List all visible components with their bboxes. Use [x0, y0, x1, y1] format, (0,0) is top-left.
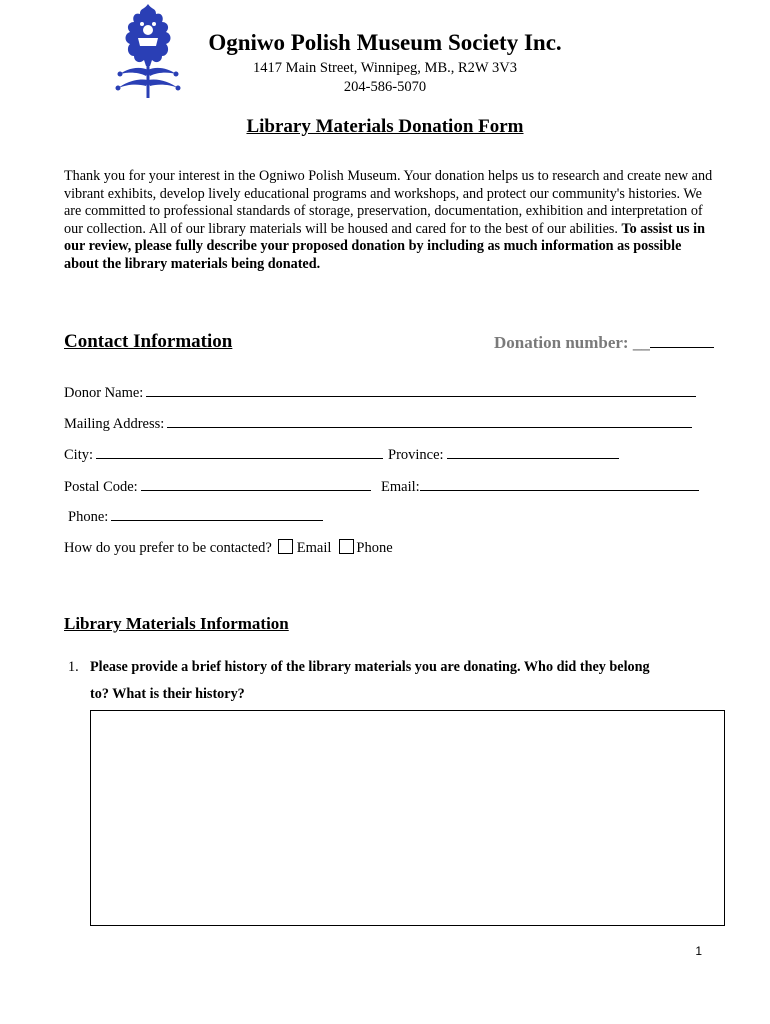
donor-name-label: Donor Name:	[64, 385, 144, 401]
contact-preference-row	[64, 539, 393, 557]
phone-field[interactable]	[111, 508, 323, 521]
province-row	[388, 446, 619, 464]
donor-name-field[interactable]	[146, 384, 696, 397]
email-checkbox[interactable]	[278, 539, 293, 554]
donation-number-field[interactable]	[650, 335, 714, 348]
question-1-answer-box[interactable]	[90, 710, 725, 926]
donor-name-row	[64, 384, 696, 402]
postal-code-label: Postal Code:	[64, 479, 138, 495]
org-address: 1417 Main Street, Winnipeg, MB., R2W 3V3	[253, 60, 517, 76]
postal-code-row	[64, 478, 371, 496]
form-title: Library Materials Donation Form	[246, 116, 524, 137]
city-label: City:	[64, 447, 94, 463]
province-label: Province:	[388, 447, 444, 463]
intro-text: Thank you for your interest in the Ogniwo Polish Museum. Your donation helps us to research and create new and vibrant exhibits, develop lively educational programs and workshops, and protect our community's histories. We are committed to professional standards of storage, preservation, documentation, exhibition and interpretation of our collection. All of our library materials will be housed and cared for to the best of our abilities.	[64, 168, 713, 237]
donation-number-label: Donation number: __	[494, 333, 650, 352]
mailing-address-field[interactable]	[167, 415, 692, 428]
phone-option-label: Phone	[356, 540, 393, 556]
org-phone: 204-586-5070	[343, 79, 427, 95]
question-1-line-2: to? What is their history?	[90, 686, 245, 702]
province-field[interactable]	[447, 446, 619, 459]
email-row	[381, 478, 699, 496]
contact-preference-question: How do you prefer to be contacted?	[64, 540, 272, 556]
mailing-address-row	[64, 415, 692, 433]
phone-label: Phone:	[68, 509, 109, 525]
email-label: Email:	[381, 479, 420, 495]
email-field[interactable]	[420, 478, 699, 491]
phone-row	[68, 508, 323, 526]
donation-number	[494, 333, 714, 353]
org-name: Ogniwo Polish Museum Society Inc.	[208, 30, 562, 55]
mailing-address-label: Mailing Address:	[64, 416, 165, 432]
intro-paragraph	[64, 168, 714, 274]
page-number: 1	[695, 944, 702, 958]
question-1-number: 1.	[68, 659, 79, 675]
postal-code-field[interactable]	[141, 478, 371, 491]
question-1-line-1: Please provide a brief history of the library materials you are donating. Who did they belong	[90, 659, 650, 675]
email-option-label: Email	[296, 540, 332, 556]
library-heading: Library Materials Information	[64, 614, 289, 633]
city-row	[64, 446, 383, 464]
intro-bold-text: To assist us in our review, please fully describe your proposed donation by including as much information as possible about the library materials being donated.	[64, 220, 705, 272]
phone-checkbox[interactable]	[339, 539, 354, 554]
contact-heading: Contact Information	[64, 331, 233, 352]
city-field[interactable]	[96, 446, 383, 459]
